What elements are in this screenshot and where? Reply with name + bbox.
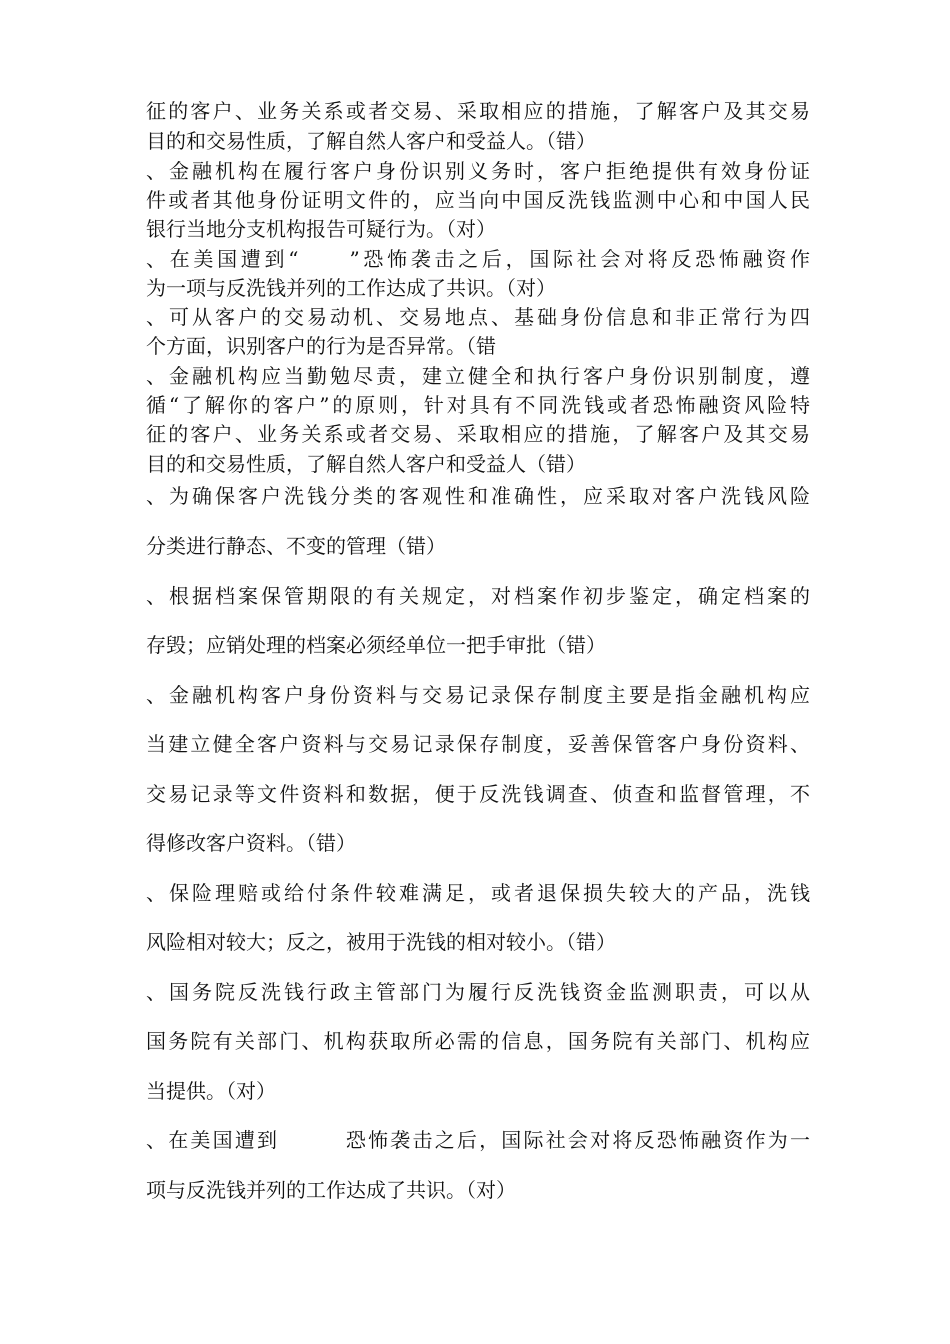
text-line: 征的客户、业务关系或者交易、采取相应的措施，了解客户及其交易 — [146, 422, 810, 446]
text-line: 征的客户、业务关系或者交易、采取相应的措施，了解客户及其交易 — [146, 99, 810, 123]
text-line: 、在美国遭到“ ”恐怖袭击之后，国际社会对将反恐怖融资作 — [146, 247, 810, 271]
text-line: 、国务院反洗钱行政主管部门为履行反洗钱资金监测职责，可以从 — [146, 980, 810, 1004]
text-line: 国务院有关部门、机构获取所必需的信息，国务院有关部门、机构应 — [146, 1029, 810, 1053]
text-line: 为一项与反洗钱并列的工作达成了共识。（对） — [146, 276, 556, 300]
text-line: 风险相对较大；反之，被用于洗钱的相对较小。（错） — [146, 930, 616, 954]
text-line: 存毁；应销处理的档案必须经单位一把手审批（错） — [146, 633, 606, 657]
text-line: 件或者其他身份证明文件的，应当向中国反洗钱监测中心和中国人民 — [146, 188, 810, 212]
text-line: 循“了解你的客户”的原则，针对具有不同洗钱或者恐怖融资风险特 — [146, 393, 810, 417]
text-line: 、金融机构在履行客户身份识别义务时，客户拒绝提供有效身份证 — [146, 159, 810, 183]
text-line: 分类进行静态、不变的管理（错） — [146, 534, 446, 558]
text-line: 当提供。（对） — [146, 1079, 276, 1103]
text-line: 个方面，识别客户的行为是否异常。（错 — [146, 334, 496, 358]
text-line: 当建立健全客户资料与交易记录保存制度，妥善保管客户身份资料、 — [146, 732, 810, 756]
text-line: 、可从客户的交易动机、交易地点、基础身份信息和非正常行为四 — [146, 305, 810, 329]
text-line: 、在美国遭到 恐怖袭击之后，国际社会对将反恐怖融资作为一 — [146, 1128, 810, 1152]
text-line: 交易记录等文件资料和数据，便于反洗钱调查、侦查和监督管理，不 — [146, 782, 810, 806]
text-line: 、保险理赔或给付条件较难满足，或者退保损失较大的产品，洗钱 — [146, 881, 810, 905]
text-line: 、金融机构应当勤勉尽责，建立健全和执行客户身份识别制度，遵 — [146, 364, 810, 388]
text-line: 、金融机构客户身份资料与交易记录保存制度主要是指金融机构应 — [146, 683, 810, 707]
text-line: 得修改客户资料。（错） — [146, 831, 356, 855]
text-line: 目的和交易性质，了解自然人客户和受益人。（错） — [146, 129, 596, 153]
text-line: 银行当地分支机构报告可疑行为。（对） — [146, 217, 496, 241]
text-line: 、根据档案保管期限的有关规定，对档案作初步鉴定，确定档案的 — [146, 584, 810, 608]
text-line: 、为确保客户洗钱分类的客观性和准确性，应采取对客户洗钱风险 — [146, 484, 810, 508]
text-line: 目的和交易性质，了解自然人客户和受益人（错） — [146, 452, 586, 476]
text-line: 项与反洗钱并列的工作达成了共识。（对） — [146, 1178, 516, 1202]
